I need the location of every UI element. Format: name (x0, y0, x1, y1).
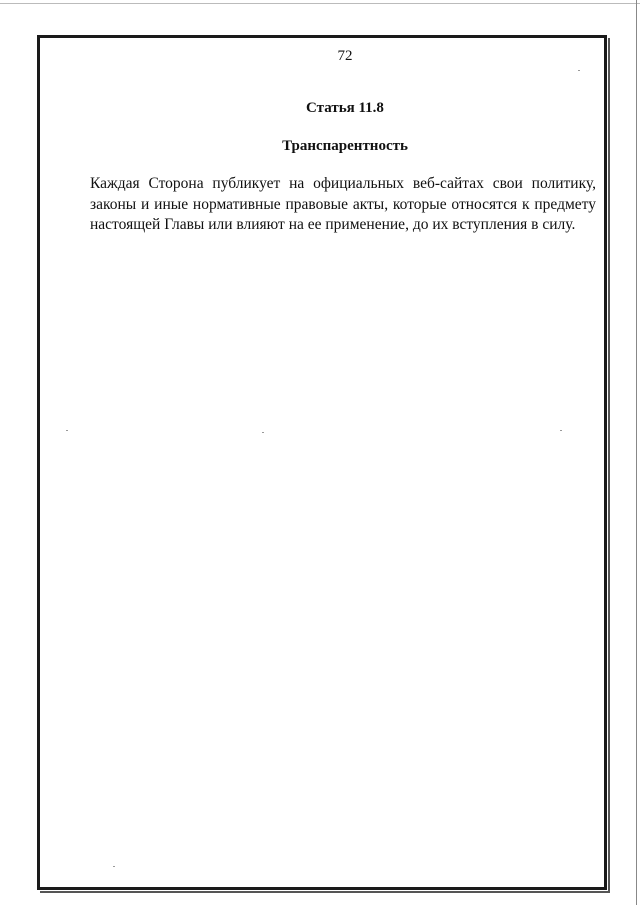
page-number: 72 (337, 48, 353, 64)
article-body: Каждая Сторона публикует на официальных веб-сайтах свои политику, законы и иные нормативные правовые акты, которые относятся к предмету настоящей Главы или влияют на ее применение, до их вступления в силу. (90, 175, 596, 233)
scan-speck (262, 432, 264, 433)
scan-edge-top (0, 3, 640, 4)
page-frame (37, 35, 607, 890)
article-subtitle: Транспарентность (282, 138, 408, 154)
scan-edge-right (636, 0, 637, 905)
scan-speck (560, 430, 562, 431)
scan-speck (66, 430, 68, 431)
scan-speck (113, 866, 115, 867)
scan-speck (578, 70, 580, 71)
article-title: Статья 11.8 (306, 100, 384, 116)
